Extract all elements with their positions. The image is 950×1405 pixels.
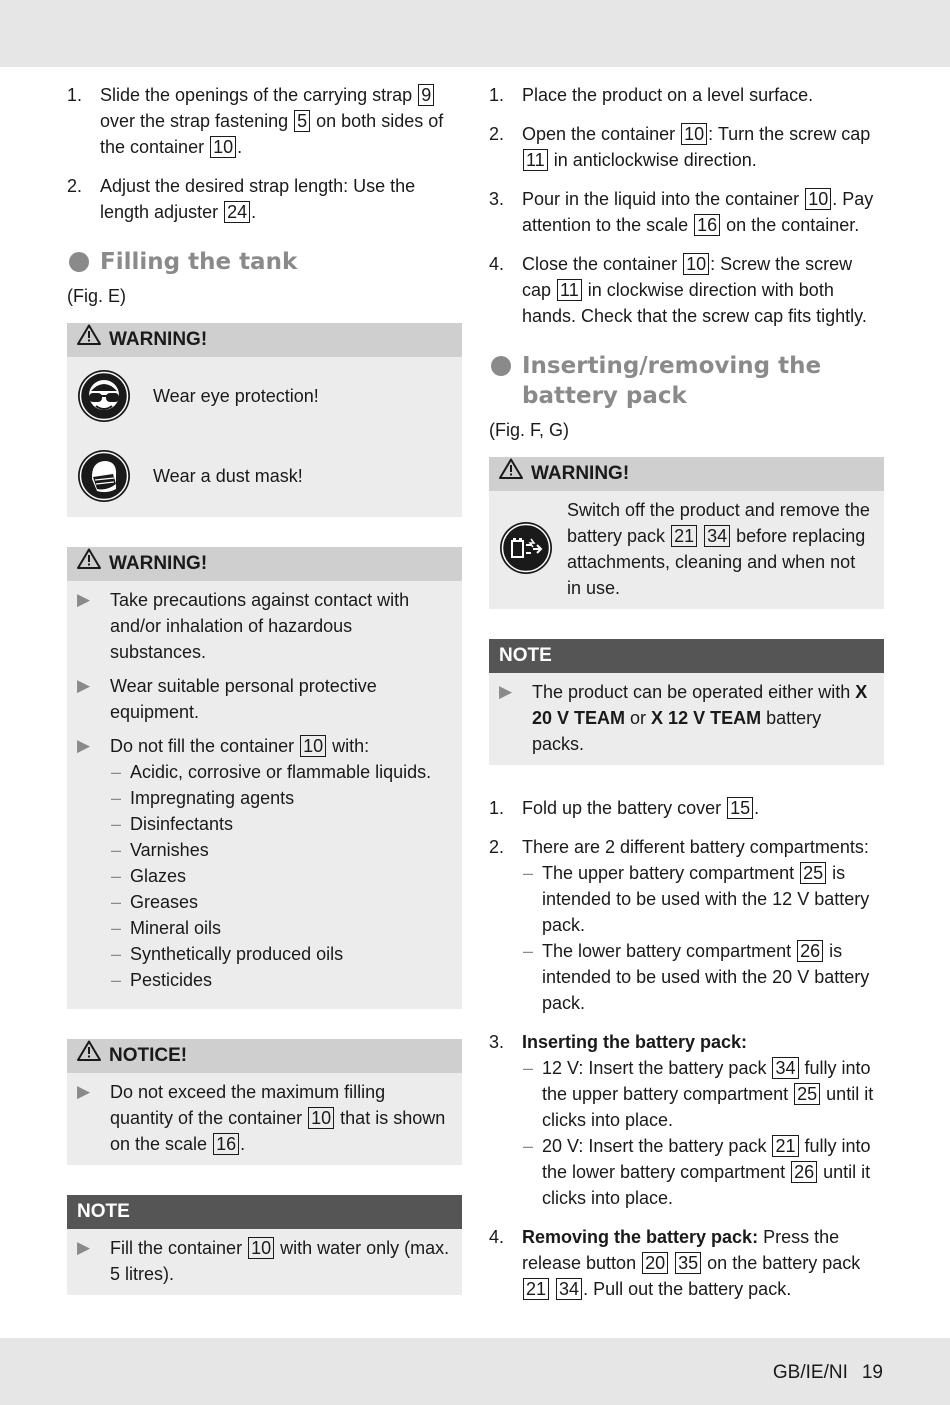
list-item — [489, 1029, 884, 1211]
step-text: in clockwise direction with both hands. Check that the screw cap fits tightly. — [522, 280, 867, 326]
arrow-bullet-icon: ▶ — [77, 676, 91, 695]
step-text: : Screw the screw cap — [522, 254, 853, 300]
step-text: . — [251, 202, 257, 222]
step-text: Fold up the battery cover — [522, 798, 727, 818]
icon-row-mask — [77, 445, 450, 507]
step-text: . Pull out the battery pack. — [583, 1279, 792, 1299]
part-ref: 10 — [683, 253, 709, 275]
region-code: GB/IE/NI — [772, 1362, 848, 1383]
dash-text: Synthetically produced oils — [130, 944, 344, 964]
notice-box — [67, 1039, 462, 1165]
note-header — [489, 639, 884, 673]
section-title-text: Filling the tank — [100, 249, 298, 275]
list-item — [489, 834, 884, 1016]
dash-text: The upper battery compartment — [542, 863, 800, 883]
note-box-battery — [489, 639, 884, 765]
page-footer — [773, 1360, 883, 1386]
warning-header — [67, 323, 462, 357]
step-text: in anticlockwise direction. — [548, 150, 757, 170]
step-text: on the battery pack — [702, 1253, 861, 1273]
arrow-bullet-icon: ▶ — [77, 1238, 91, 1257]
step-text: on the container. — [721, 215, 860, 235]
part-ref: 25 — [800, 862, 826, 884]
warning-triangle-icon — [499, 457, 523, 491]
dash-text: Greases — [130, 892, 199, 912]
dash-text: until it clicks into place. — [542, 1162, 871, 1208]
arrow-bullet-icon: ▶ — [77, 1082, 91, 1101]
list-item — [489, 251, 884, 329]
part-ref: 10 — [805, 188, 831, 210]
step-text: Adjust the desired strap length: Use the length adjuster — [100, 176, 416, 222]
header-band — [0, 0, 950, 67]
arrow-bullet-icon: ▶ — [77, 736, 91, 755]
note-text: with water only (max. 5 litres). — [110, 1238, 450, 1284]
arrow-bullet-icon: ▶ — [499, 682, 513, 701]
warning-text: with: — [327, 736, 370, 756]
part-ref: 16 — [213, 1133, 239, 1155]
unplug-battery-icon — [499, 521, 553, 575]
part-ref: 21 — [671, 525, 697, 547]
step-number: 2. — [67, 176, 83, 196]
warning-triangle-icon — [77, 323, 101, 357]
dash-item: – Greases — [111, 892, 199, 912]
figure-reference: (Fig. F, G) — [489, 420, 569, 440]
warning-box-battery — [489, 457, 884, 609]
warning-triangle-icon — [77, 1039, 101, 1073]
warning-header — [489, 457, 884, 491]
part-ref: 16 — [694, 214, 720, 236]
step-number: 1. — [67, 85, 83, 105]
part-ref: 10 — [300, 735, 326, 757]
warning-body — [489, 491, 884, 609]
part-ref: 24 — [224, 201, 250, 223]
list-item — [77, 673, 450, 725]
part-ref: 26 — [791, 1161, 817, 1183]
dash-item: – Pesticides — [111, 970, 213, 990]
step-number: 1. — [489, 85, 505, 105]
list-item — [67, 82, 462, 160]
warning-triangle-icon — [77, 547, 101, 581]
note-text: The product can be operated either with — [532, 682, 856, 702]
list-item — [489, 82, 884, 108]
warning-text: Wear a dust mask! — [153, 466, 303, 486]
dash-text: Acidic, corrosive or flammable liquids. — [130, 762, 432, 782]
list-item — [499, 679, 872, 757]
list-item — [489, 795, 884, 821]
note-title: NOTE — [77, 1201, 130, 1222]
dash-text: until it clicks into place. — [542, 1084, 874, 1130]
dash-item: – Synthetically produced oils — [111, 944, 344, 964]
warning-text: Do not fill the container — [110, 736, 300, 756]
step-text: over the strap fastening — [100, 111, 294, 131]
part-ref: 15 — [727, 797, 753, 819]
notice-text: that is shown on the scale — [110, 1108, 446, 1154]
notice-title: NOTICE! — [109, 1045, 188, 1066]
warning-body — [67, 357, 462, 517]
part-ref: 5 — [294, 110, 310, 132]
notice-text: . — [240, 1134, 246, 1154]
dash-text: Mineral oils — [130, 918, 222, 938]
part-ref: 10 — [210, 136, 236, 158]
step-text: : Turn the screw cap — [708, 124, 871, 144]
note-body — [489, 673, 884, 765]
step-text: . Pay attention to the scale — [522, 189, 874, 235]
warning-row — [499, 497, 872, 601]
step-number: 3. — [489, 1032, 505, 1052]
dash-text: Varnishes — [130, 840, 209, 860]
step-text: . — [237, 137, 243, 157]
eye-protection-icon — [77, 369, 131, 423]
warning-box-hazardous — [67, 547, 462, 1009]
dash-text: fully into the upper battery compartment — [542, 1058, 871, 1104]
note-text: Fill the container — [110, 1238, 248, 1258]
notice-body — [67, 1073, 462, 1165]
warning-header — [67, 547, 462, 581]
warning-text: before replacing attachments, cleaning and when not in use. — [567, 526, 866, 598]
warning-text: Wear suitable personal protective equipment. — [110, 676, 377, 722]
part-ref: 10 — [681, 123, 707, 145]
part-ref: 11 — [557, 279, 582, 301]
section-title-battery — [489, 351, 884, 411]
step-bold-heading: Removing the battery pack: — [522, 1227, 759, 1247]
step-text: There are 2 different battery compartments: — [522, 837, 869, 857]
part-ref: 35 — [675, 1252, 701, 1274]
dash-item: – 20 V: Insert the battery pack 21 fully into the lower battery compartment 26 until it clicks into place. — [523, 1136, 871, 1208]
note-body — [67, 1229, 462, 1295]
list-item — [77, 587, 450, 665]
strap-steps — [67, 82, 462, 225]
part-ref: 25 — [794, 1083, 820, 1105]
bullet-dot-icon — [491, 356, 511, 376]
dash-text: Disinfectants — [130, 814, 234, 834]
note-text: battery packs. — [532, 708, 822, 754]
list-item — [489, 121, 884, 173]
warning-title: WARNING! — [531, 463, 630, 484]
note-header — [67, 1195, 462, 1229]
step-number: 3. — [489, 189, 505, 209]
dust-mask-icon — [77, 449, 131, 503]
note-box-water — [67, 1195, 462, 1295]
notice-header — [67, 1039, 462, 1073]
part-ref: 10 — [308, 1107, 334, 1129]
part-ref: 9 — [418, 84, 434, 106]
figure-reference: (Fig. E) — [67, 286, 127, 306]
part-ref: 11 — [523, 149, 548, 171]
list-item — [489, 1224, 884, 1302]
dash-item: – Impregnating agents — [111, 788, 295, 808]
note-bold: X 12 V TEAM — [651, 708, 762, 728]
dash-text: Glazes — [130, 866, 187, 886]
list-item — [67, 173, 462, 225]
dash-text: The lower battery compartment — [542, 941, 797, 961]
dash-item: – The upper battery compartment 25 is intended to be used with the 12 V battery pack. — [523, 863, 870, 935]
section-title-filling — [67, 247, 462, 277]
dash-list — [522, 860, 884, 1016]
dash-item: – Acidic, corrosive or flammable liquids. — [111, 762, 432, 782]
step-number: 1. — [489, 798, 505, 818]
part-ref: 34 — [772, 1057, 798, 1079]
dash-text: is intended to be used with the 20 V battery pack. — [542, 941, 870, 1013]
step-text: Pour in the liquid into the container — [522, 189, 805, 209]
dash-item: – The lower battery compartment 26 is intended to be used with the 20 V battery pack. — [523, 941, 870, 1013]
part-ref: 34 — [556, 1278, 582, 1300]
dash-item: – Disinfectants — [111, 814, 234, 834]
bullet-dot-icon — [69, 252, 89, 272]
dash-text: Impregnating agents — [130, 788, 295, 808]
dash-text: fully into the lower battery compartment — [542, 1136, 871, 1182]
dash-item: – Varnishes — [111, 840, 209, 860]
list-item — [77, 1235, 450, 1287]
step-text: Close the container — [522, 254, 683, 274]
step-text: Press the release button — [522, 1227, 840, 1273]
part-ref: 21 — [772, 1135, 798, 1157]
warning-box-ppe — [67, 323, 462, 517]
page-number: 19 — [861, 1362, 883, 1383]
dash-text: Pesticides — [130, 970, 213, 990]
dash-text: 12 V: Insert the battery pack — [542, 1058, 772, 1078]
warning-title: WARNING! — [109, 329, 208, 350]
right-column — [489, 82, 884, 1315]
warning-title: WARNING! — [109, 553, 208, 574]
dash-text: 20 V: Insert the battery pack — [542, 1136, 772, 1156]
notice-text: Do not exceed the maximum filling quantity of the container — [110, 1082, 386, 1128]
dash-item: – Mineral oils — [111, 918, 222, 938]
dash-item: – 12 V: Insert the battery pack 34 fully into the upper battery compartment 25 until it clicks into place. — [523, 1058, 874, 1130]
list-item — [489, 186, 884, 238]
warning-text: Take precautions against contact with and/or inhalation of hazardous substances. — [110, 590, 410, 662]
step-number: 4. — [489, 254, 505, 274]
step-text: on both sides of the container — [100, 111, 444, 157]
dash-list — [110, 759, 450, 993]
step-bold-heading: Inserting the battery pack: — [522, 1032, 748, 1052]
dash-text: is intended to be used with the 12 V battery pack. — [542, 863, 870, 935]
warning-text: Wear eye protection! — [153, 386, 319, 406]
warning-text-block — [567, 497, 872, 601]
list-item — [77, 733, 450, 993]
part-ref: 10 — [248, 1237, 274, 1259]
dash-list — [522, 1055, 884, 1211]
section-title-text: Inserting/removing the battery pack — [522, 353, 822, 409]
step-text: Place the product on a level surface. — [522, 85, 814, 105]
step-text: Slide the openings of the carrying strap — [100, 85, 418, 105]
step-number: 4. — [489, 1227, 505, 1247]
dash-item: – Glazes — [111, 866, 187, 886]
step-number: 2. — [489, 124, 505, 144]
part-ref: 21 — [523, 1278, 549, 1300]
battery-steps — [489, 795, 884, 1302]
part-ref: 26 — [797, 940, 823, 962]
arrow-bullet-icon: ▶ — [77, 590, 91, 609]
step-text: Open the container — [522, 124, 681, 144]
step-number: 2. — [489, 837, 505, 857]
part-ref: 34 — [704, 525, 730, 547]
note-title: NOTE — [499, 645, 552, 666]
filling-steps — [489, 82, 884, 329]
list-item — [77, 1079, 450, 1157]
note-bold: X 20 V TEAM — [532, 682, 868, 728]
step-text: . — [754, 798, 760, 818]
left-column — [67, 82, 462, 1325]
part-ref: 20 — [642, 1252, 668, 1274]
warning-text: Switch off the product and remove the battery pack — [567, 500, 870, 546]
warning-body — [67, 581, 462, 1009]
icon-row-eye — [77, 365, 450, 427]
note-text: or — [625, 708, 652, 728]
